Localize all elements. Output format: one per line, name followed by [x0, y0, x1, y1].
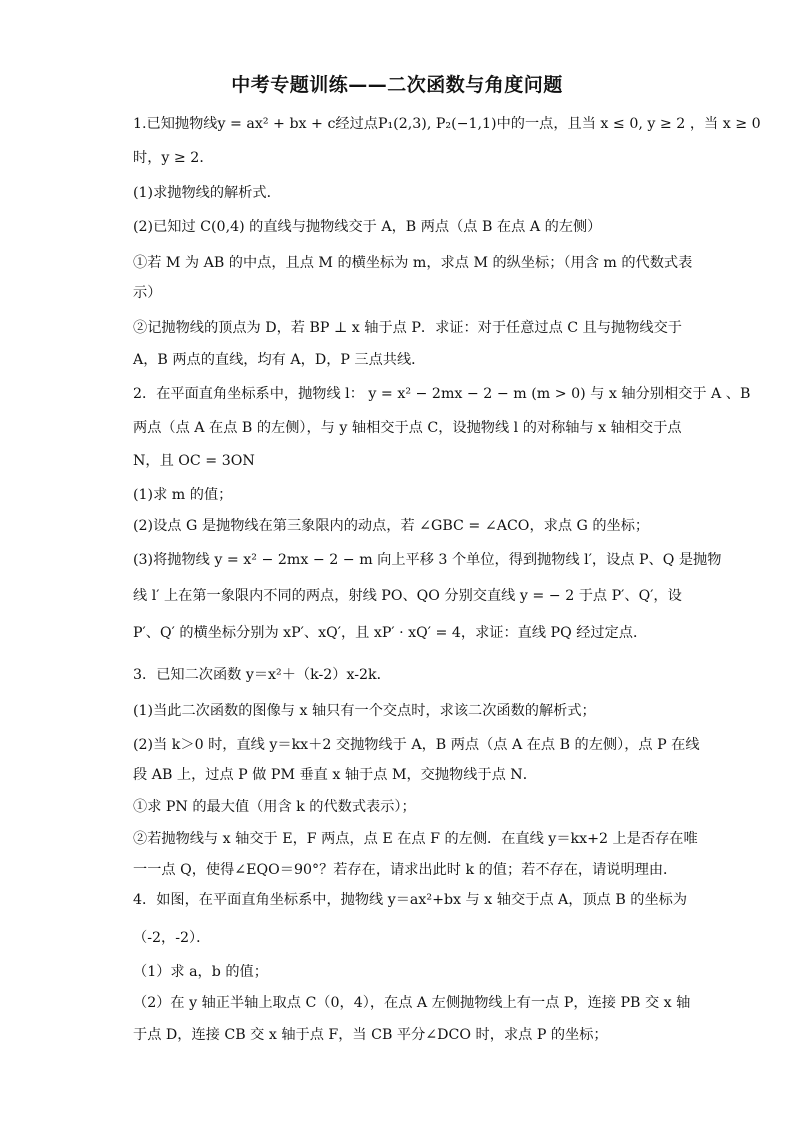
problem4-part1: （1）求 a，b 的值；: [133, 964, 268, 980]
problem2-part2: (2)设点 G 是抛物线在第三象限内的动点，若 ∠GBC = ∠ACO，求点 G 的坐标；: [133, 518, 650, 534]
problem3-line1: 3．已知二次函数 y＝x²＋（k-2）x-2k．: [133, 667, 391, 683]
problem3-part2-line2: 段 AB 上，过点 P 做 PM 垂直 x 轴于点 M，交抛物线于点 N．: [133, 767, 537, 783]
problem1-part2-sub2-line1: ②记抛物线的顶点为 D，若 BP ⊥ x 轴于点 P．求证：对于任意过点 C 且与抛物线交于: [133, 320, 682, 336]
problem2-part3-line3: P′、Q′ 的横坐标分别为 xP′、xQ′，且 xP′ · xQ′ = 4，求证：直线 PQ 经过定点．: [133, 625, 648, 641]
problem2-line2: 两点（点 A 在点 B 的左侧），与 y 轴相交于点 C，设抛物线 l 的对称轴与 x 轴相交于点: [133, 420, 682, 436]
problem1-part2-sub1-line1: ①若 M 为 AB 的中点，且点 M 的横坐标为 m，求点 M 的纵坐标；（用含 m 的代数式表: [133, 255, 693, 271]
document-title: 中考专题训练——二次函数与角度问题: [231, 74, 563, 96]
problem2-line3: N，且 OC = 3ON: [133, 453, 255, 469]
problem3-part2-line1: (2)当 k＞0 时，直线 y＝kx＋2 交抛物线于 A，B 两点（点 A 在点 B 的左侧），点 P 在线: [133, 737, 700, 753]
problem3-part2-sub2-line2: 一一点 Q，使得∠EQO＝90°？若存在，请求出此时 k 的值；若不存在，请说明理由．: [133, 862, 678, 878]
problem1-line2: 时，y ≥ 2．: [133, 150, 214, 166]
problem3-part2-sub2-line1: ②若抛物线与 x 轴交于 E，F 两点，点 E 在点 F 的左侧．在直线 y＝kx+2 上是否存在唯: [133, 831, 698, 847]
problem1-part2: (2)已知过 C(0,4) 的直线与抛物线交于 A，B 两点（点 B 在点 A 的左侧）: [133, 219, 602, 235]
problem3-part1: (1)当此二次函数的图像与 x 轴只有一个交点时，求该二次函数的解析式；: [133, 703, 596, 719]
problem2-part3-line2: 线 l′ 上在第一象限内不同的两点，射线 PO、QO 分别交直线 y = − 2 于点 P′、Q′，设: [133, 588, 682, 604]
problem4-part2-line1: （2）在 y 轴正半轴上取点 C（0，4），在点 A 左侧抛物线上有一点 P，连接 PB 交 x 轴: [133, 995, 691, 1011]
problem2-line1: 2．在平面直角坐标系中，抛物线 l： y = x² − 2mx − 2 − m (m > 0) 与 x 轴分别相交于 A 、B: [133, 386, 751, 402]
problem1-line1: 1.已知抛物线y = ax² + bx + c经过点P₁(2,3), P₂(−1,1)中的一点，且当 x ≤ 0, y ≥ 2 ，当 x ≥ 0: [133, 116, 761, 132]
problem2-part3-line1: (3)将抛物线 y = x² − 2mx − 2 − m 向上平移 3 个单位，得到抛物线 l′，设点 P、Q 是抛物: [133, 552, 722, 568]
problem1-part1: (1)求抛物线的解析式．: [133, 185, 281, 201]
problem4-line2: （-2，-2）．: [133, 930, 211, 946]
problem2-part1: (1)求 m 的值；: [133, 487, 233, 503]
problem3-part2-sub1: ①求 PN 的最大值（用含 k 的代数式表示）；: [133, 799, 416, 815]
problem1-part2-sub1-line2: 示）: [133, 285, 162, 301]
problem4-line1: 4．如图，在平面直角坐标系中，抛物线 y＝ax²+bx 与 x 轴交于点 A，顶点 B 的坐标为: [133, 892, 688, 908]
problem4-part2-line2: 于点 D，连接 CB 交 x 轴于点 F，当 CB 平分∠DCO 时，求点 P 的坐标；: [133, 1027, 608, 1043]
problem1-part2-sub2-line2: A，B 两点的直线，均有 A，D，P 三点共线．: [133, 352, 426, 368]
